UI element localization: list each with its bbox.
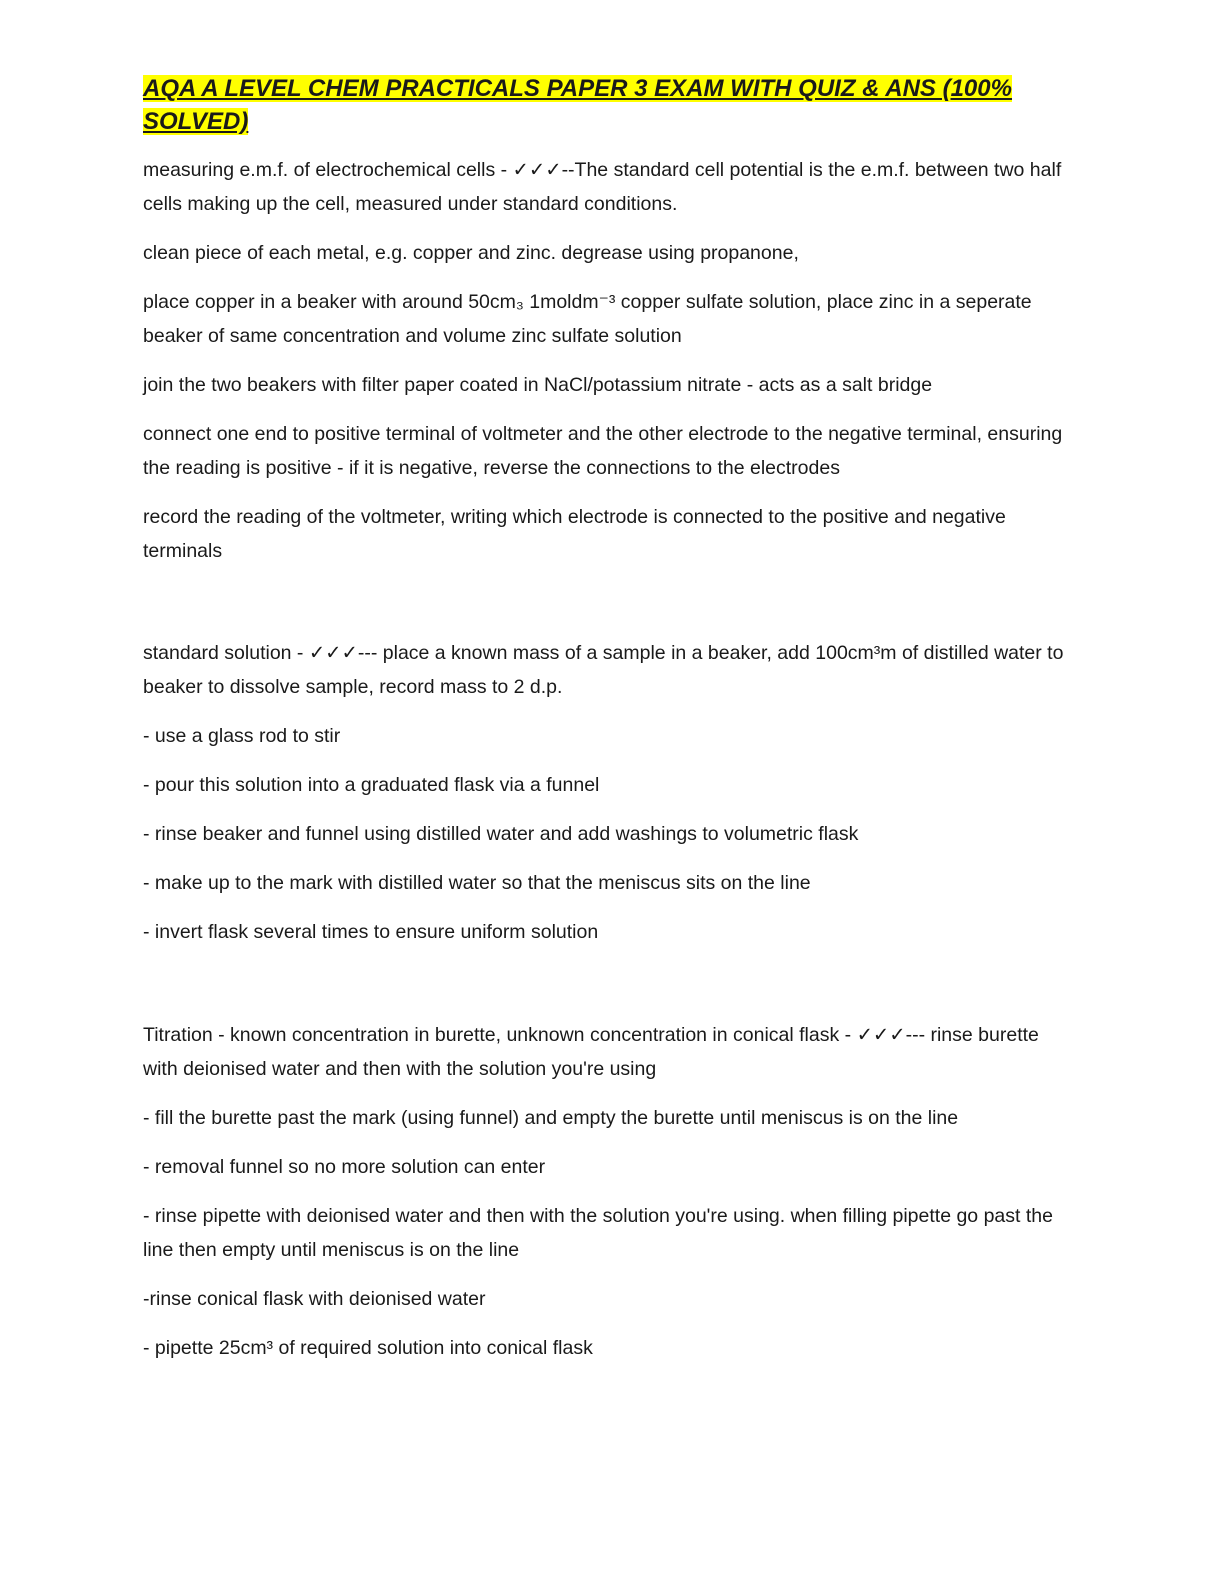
paragraph: clean piece of each metal, e.g. copper and zinc. degrease using propanone, [143,242,799,264]
document-title-text: AQA A LEVEL CHEM PRACTICALS PAPER 3 EXAM WITH QUIZ & ANS (100% SOLVED) [143,75,1012,135]
paragraph: - rinse beaker and funnel using distilled water and add washings to volumetric flask [143,823,859,845]
spacer [143,583,1078,636]
paragraph: measuring e.m.f. of electrochemical cells - ✓✓✓--The standard cell potential is the e.m.f. between two half cells making up the cell, measured under standard conditions. [143,159,1062,215]
paragraph: - pipette 25cm³ of required solution into conical flask [143,1337,593,1359]
paragraph: - make up to the mark with distilled water so that the meniscus sits on the line [143,872,811,894]
section-emf [143,153,1078,568]
paragraph: - rinse pipette with deionised water and then with the solution you're using. when filling pipette go past the line then empty until meniscus is on the line [143,1205,1053,1261]
paragraph: standard solution - ✓✓✓--- place a known mass of a sample in a beaker, add 100cm³m of distilled water to beaker to dissolve sample, record mass to 2 d.p. [143,642,1064,698]
section-titration [143,1018,1078,1365]
spacer [143,964,1078,1018]
paragraph: connect one end to positive terminal of voltmeter and the other electrode to the negative terminal, ensuring the reading is positive - if it is negative, reverse the connections to the electrodes [143,423,1063,479]
document-title [143,72,1078,138]
paragraph: -rinse conical flask with deionised water [143,1288,486,1310]
paragraph: record the reading of the voltmeter, writing which electrode is connected to the positive and negative terminals [143,506,1006,562]
section-standard-solution [143,636,1078,949]
paragraph: - use a glass rod to stir [143,725,341,747]
document-page [143,72,1078,1380]
paragraph: - invert flask several times to ensure uniform solution [143,921,599,943]
paragraph: place copper in a beaker with around 50cm₃ 1moldm⁻³ copper sulfate solution, place zinc in a seperate beaker of same concentration and volume zinc sulfate solution [143,291,1032,347]
paragraph: Titration - known concentration in burette, unknown concentration in conical flask - ✓✓✓--- rinse burette with deionised water and then with the solution you're using [143,1024,1039,1080]
paragraph: join the two beakers with filter paper coated in NaCl/potassium nitrate - acts as a salt bridge [143,374,933,396]
paragraph: - removal funnel so no more solution can enter [143,1156,546,1178]
paragraph: - pour this solution into a graduated flask via a funnel [143,774,600,796]
paragraph: - fill the burette past the mark (using funnel) and empty the burette until meniscus is on the line [143,1107,959,1129]
